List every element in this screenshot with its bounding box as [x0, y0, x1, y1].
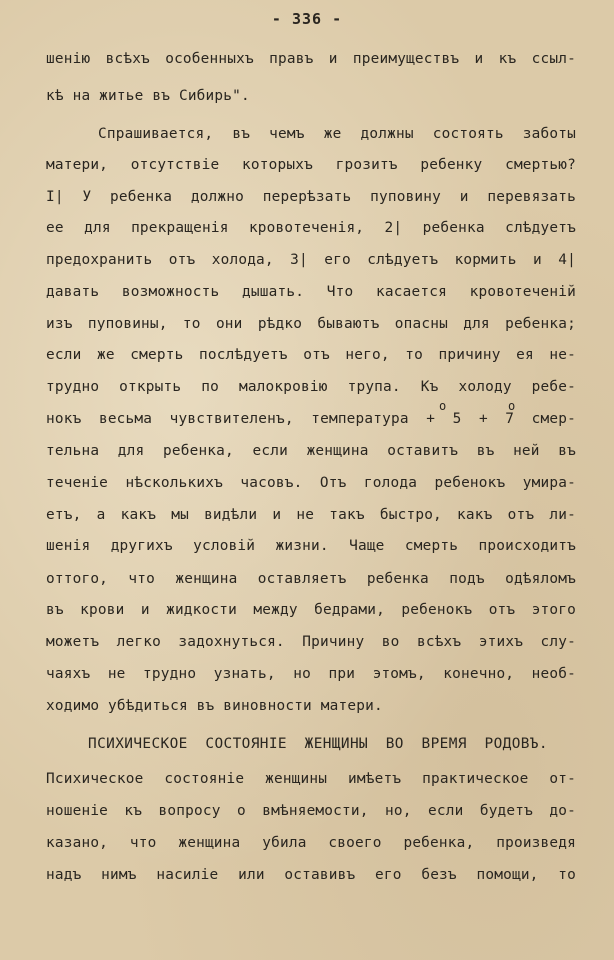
text-line: предохранить отъ холода, 3| его слѣдуетъ кормить и 4|: [46, 252, 576, 268]
text-line: Психическое состояніе женщины имѣетъ практическое от-: [46, 771, 576, 787]
degree-mark: o: [508, 399, 516, 413]
text-line: тельна для ребенка, если женщина оставитъ въ ней въ: [46, 443, 576, 459]
section-heading: ПСИХИЧЕСКОЕ СОСТОЯНІЕ ЖЕНЩИНЫ ВО ВРЕМЯ РОДОВЪ.: [88, 736, 548, 752]
text-line: шенію всѣхъ особенныхъ правъ и преимуществъ и къ ссыл-: [46, 51, 576, 67]
text-line: можетъ легко задохнуться. Причину во всѣхъ этихъ слу-: [46, 634, 576, 650]
text-line: теченіе нѣсколькихъ часовъ. Отъ голода ребенокъ умира-: [46, 475, 576, 491]
text-line: Спрашивается, въ чемъ же должны состоять заботы: [98, 126, 576, 142]
text-line: изъ пуповины, то они рѣдко бываютъ опасны для ребенка;: [46, 316, 576, 332]
text-line: чаяхъ не трудно узнать, но при этомъ, конечно, необ-: [46, 666, 576, 682]
text-line: надъ нимъ насиліе или оставивъ его безъ помощи, то: [46, 867, 576, 883]
text-line: трудно открыть по малокровію трупа. Къ холоду ребе-: [46, 379, 576, 395]
text-line: ее для прекращенія кровотеченія, 2| ребенка слѣдуетъ: [46, 220, 576, 236]
text-line: если же смерть послѣдуетъ отъ него, то причину ея не-: [46, 347, 576, 363]
text-line: етъ, а какъ мы видѣли и не такъ быстро, какъ отъ ли-: [46, 507, 576, 523]
text-line: шенія другихъ условій жизни. Чаще смерть происходитъ: [46, 538, 576, 554]
text-line: I| У ребенка должно перерѣзать пуповину и перевязать: [46, 189, 576, 205]
page-number: - 336 -: [271, 10, 343, 28]
text-line: въ крови и жидкости между бедрами, ребенокъ отъ этого: [46, 602, 576, 618]
text-line: ношеніе къ вопросу о вмѣняемости, но, если будетъ до-: [46, 803, 576, 819]
text-line: казано, что женщина убила своего ребенка, произведя: [46, 835, 576, 851]
text-line: кѣ на житье въ Сибирь".: [46, 88, 250, 104]
degree-mark: o: [439, 399, 447, 413]
text-line: оттого, что женщина оставляетъ ребенка подъ одѣяломъ: [46, 571, 576, 587]
text-line: ходимо убѣдиться въ виновности матери.: [46, 698, 383, 714]
text-line: давать возможность дышать. Что касается кровотеченій: [46, 284, 576, 300]
text-line: матери, отсутствіе которыхъ грозитъ ребенку смертью?: [46, 157, 576, 173]
text-line: нокъ весьма чувствителенъ, температура + 5 + 7 смер-: [46, 411, 576, 427]
